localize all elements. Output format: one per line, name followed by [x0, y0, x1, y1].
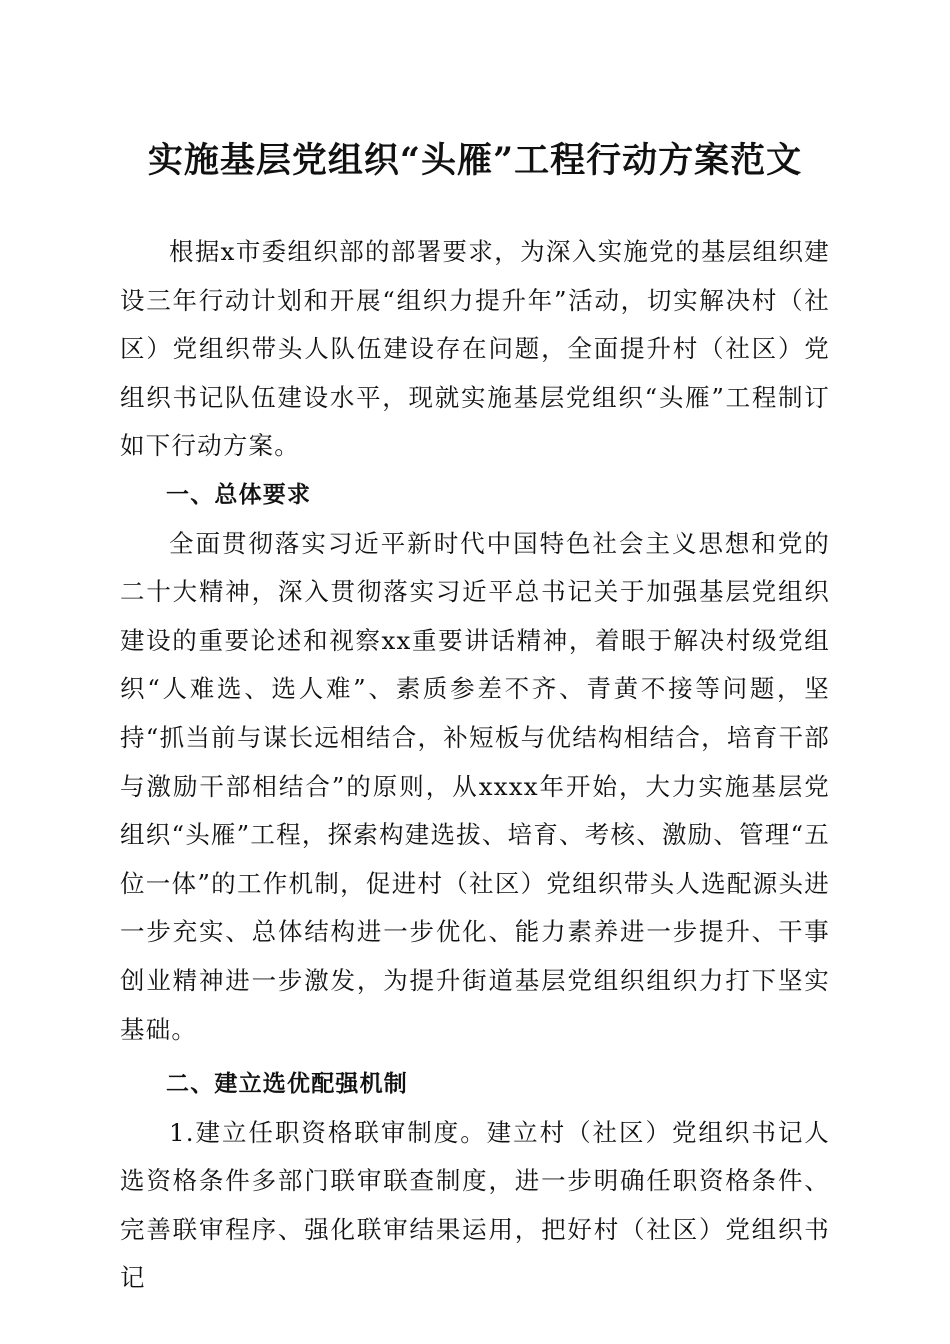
section-heading-selection-mechanism: 二、建立选优配强机制	[166, 1071, 408, 1098]
section-heading-overall-requirements: 一、总体要求	[166, 481, 312, 508]
document-body	[120, 228, 830, 1303]
intro-paragraph: 根据x市委组织部的部署要求，为深入实施党的基层组织建设三年行动计划和开展“组织力提升年”活动，切实解决村（社区）党组织带头人队伍建设存在问题，全面提升村（社区）党组织书记队伍建设水平，现就实施基层党组织“头雁”工程制订如下行动方案。	[120, 237, 830, 461]
document-title: 实施基层党组织“头雁”工程行动方案范文	[147, 140, 803, 181]
overall-requirements-paragraph: 全面贯彻落实习近平新时代中国特色社会主义思想和党的二十大精神，深入贯彻落实习近平总书记关于加强基层党组织建设的重要论述和视察xx重要讲话精神，着眼于解决村级党组织“人难选、选人难”、素质参差不齐、青黄不接等问题，坚持“抓当前与谋长远相结合，补短板与优结构相结合，培育干部与激励干部相结合”的原则，从xxxx年开始，大力实施基层党组织“头雁”工程，探索构建选拔、培育、考核、激励、管理“五位一体”的工作机制，促进村（社区）党组织带头人选配源头进一步充实、总体结构进一步优化、能力素养进一步提升、干事创业精神进一步激发，为提升街道基层党组织组织力打下坚实基础。	[120, 528, 830, 1044]
selection-mechanism-item-1: 1.建立任职资格联审制度。建立村（社区）党组织书记人选资格条件多部门联审联查制度，进一步明确任职资格条件、完善联审程序、强化联审结果运用，把好村（社区）党组织书记	[120, 1117, 830, 1293]
